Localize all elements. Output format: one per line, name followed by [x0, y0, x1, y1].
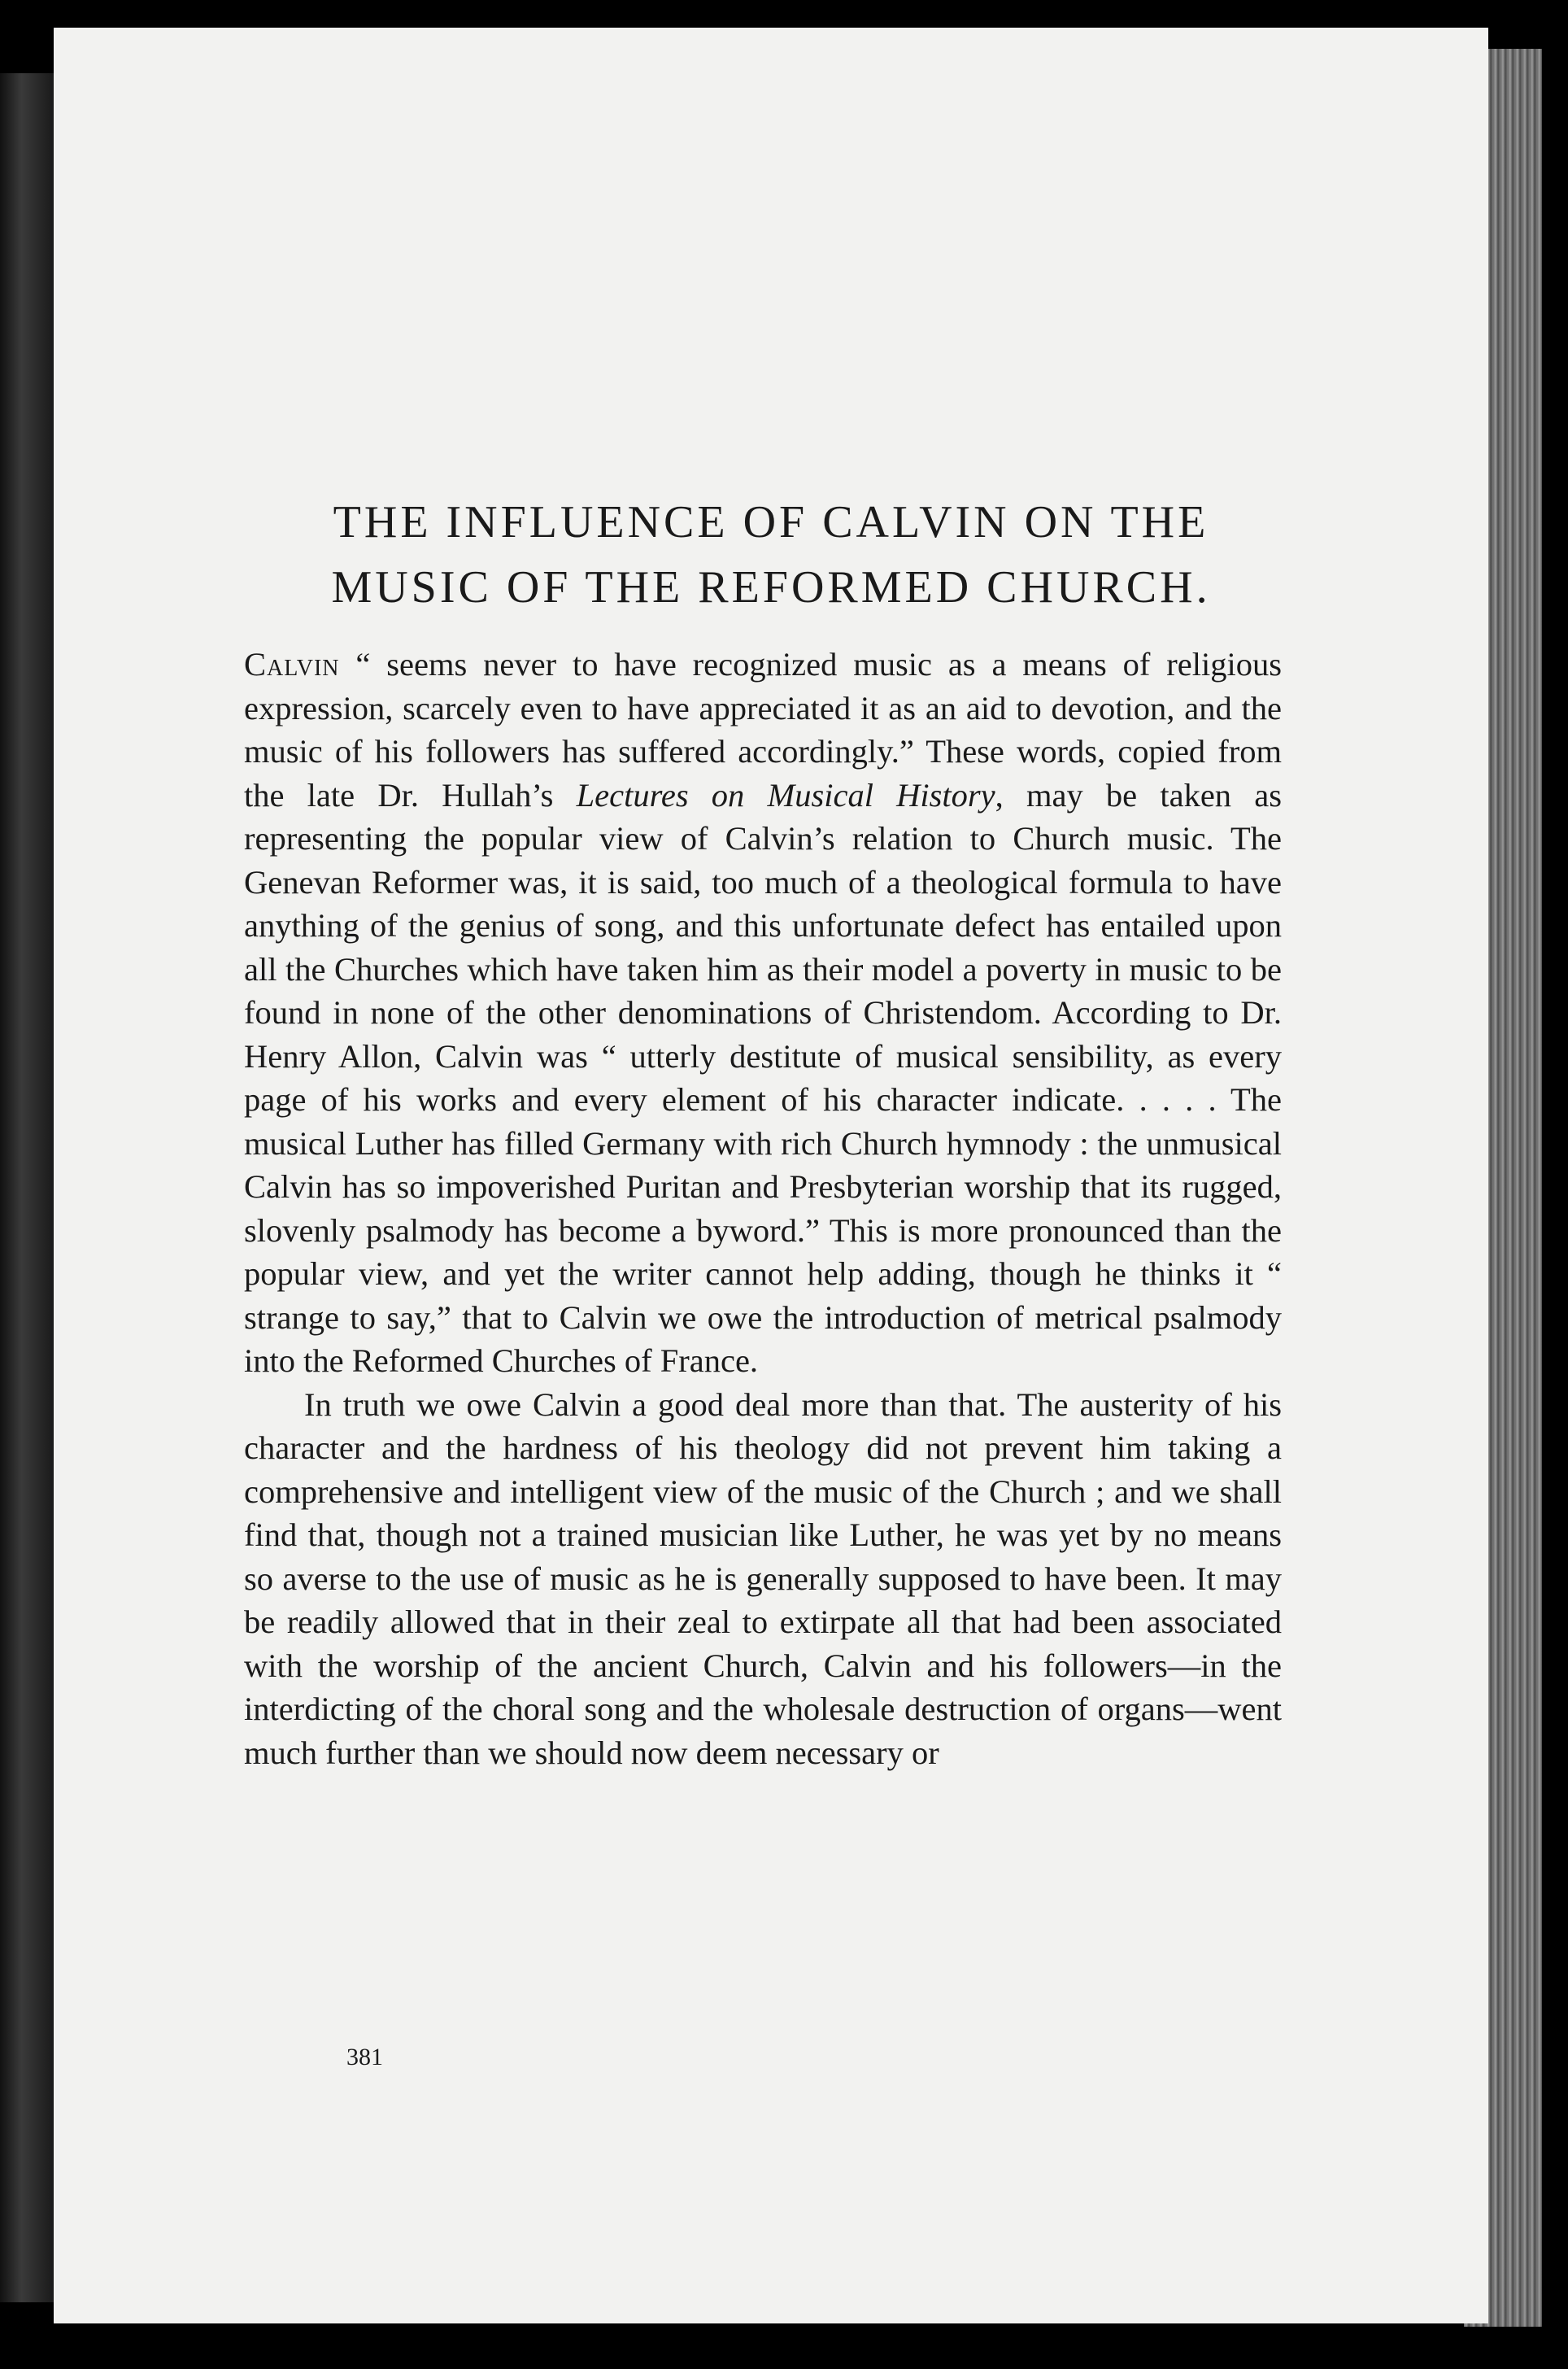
left-page-edge	[0, 73, 54, 2302]
background-right	[1542, 0, 1568, 2369]
page-number: 381	[346, 2044, 383, 2070]
book-title: Lectures on Musical History	[576, 776, 995, 814]
lead-word: Calvin	[244, 646, 340, 683]
body-text	[244, 643, 1282, 1774]
book-page	[54, 28, 1488, 2323]
paragraph-1-text-b: , may be taken as representing the popular view of Calvin’s relation to Church music. The Genevan Reformer was, it is said, too much of a theological formula to have anything of the genius of song, and this unfortunate defect has entailed upon all the Churches which have taken him as their model a poverty in music to be found in none of the other denominations of Christendom. According to Dr. Henry Allon, Calvin was “ utterly destitute of musical sensibility, as every page of his works and every element of his character indicate. . . . . The musical Luther has filled Germany with rich Church hymnody : the unmusical Calvin has so impoverished Puritan and Presbyterian worship that its rugged, slovenly psalmody has become a byword.” This is more pronounced than the popular view, and yet the writer cannot help adding, though he thinks it “ strange to say,” that to Calvin we owe the introduction of metrical psalmody into the Reformed Churches of France.	[244, 776, 1282, 1379]
chapter-title-line-2: MUSIC OF THE REFORMED CHURCH.	[331, 562, 1211, 613]
chapter-title-line-1: THE INFLUENCE OF CALVIN ON THE	[333, 497, 1209, 548]
chapter-title	[54, 490, 1488, 620]
paragraph-2: In truth we owe Calvin a good deal more than that. The austerity of his character and the hardness of his theology did not prevent him taking a comprehensive and intelligent view of the music of the Church ; and we shall find that, though not a trained musician like Luther, he was yet by no means so averse to the use of music as he is generally supposed to have been. It may be readily allowed that in their zeal to extirpate all that had been associated with the worship of the ancient Church, Calvin and his followers—in the interdicting of the choral song and the wholesale destruction of organs—went much further than we should now deem necessary or	[244, 1385, 1282, 1771]
paragraph-1-text-a: “ seems never to have recognized music as a means of religious expression, scarcely even to have appreciated it as an aid to devotion, and the music of his followers has suffered accordingly.” These words, copied from the late Dr. Hullah’s	[244, 646, 1282, 814]
paragraph-1	[244, 643, 1282, 1383]
